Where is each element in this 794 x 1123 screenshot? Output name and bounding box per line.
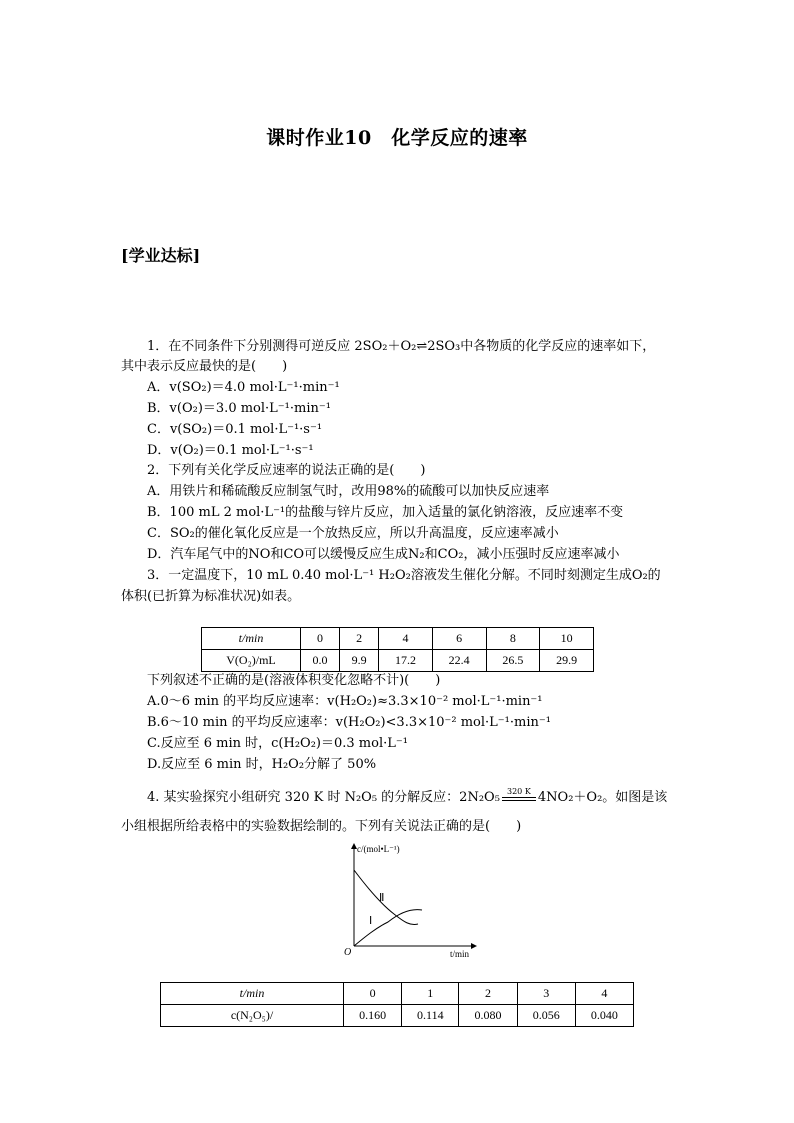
table-cell: 1 [402, 983, 459, 1005]
q1-stem-line2: 其中表示反应最快的是( ) [121, 359, 288, 374]
table-row [161, 1005, 634, 1027]
table-cell: 0.040 [575, 1005, 633, 1027]
table-cell: 10 [540, 628, 594, 650]
table-cell: 0.080 [459, 1005, 517, 1027]
q1-option-d: D．v(O₂)＝0.1 mol·L⁻¹·s⁻¹ [147, 443, 314, 458]
q3-stem-line1: 3．一定温度下，10 mL 0.40 mol·L⁻¹ H₂O₂溶液发生催化分解。不同时刻测定生成O₂的 [147, 568, 661, 583]
q3-data-table [201, 627, 594, 672]
q1-stem-line1: 1．在不同条件下分别测得可逆反应 2SO₂＋O₂⇌2SO₃中各物质的化学反应的速率如下， [147, 339, 656, 354]
table-cell: 4 [379, 628, 433, 650]
page-title: 课时作业10 化学反应的速率 [266, 127, 528, 149]
table-cell: 26.5 [486, 650, 540, 672]
q4-data-table [160, 982, 634, 1027]
x-axis-label: t/min [450, 949, 470, 959]
table-cell: 29.9 [540, 650, 594, 672]
section-heading: [学业达标] [121, 246, 201, 265]
table-cell: 6 [432, 628, 486, 650]
curve-decreasing [354, 870, 418, 925]
table-row [202, 650, 594, 672]
table-cell: 8 [486, 628, 540, 650]
table-cell: 0.160 [344, 1005, 402, 1027]
table-row [161, 983, 634, 1005]
q3-option-a: A.0～6 min 的平均反应速率：v(H₂O₂)≈3.3×10⁻² mol·L⁻¹·min⁻¹ [147, 694, 543, 709]
table-cell: 2 [340, 628, 379, 650]
q1-option-a: A．v(SO₂)＝4.0 mol·L⁻¹·min⁻¹ [147, 380, 340, 395]
table-cell: 0 [301, 628, 340, 650]
reaction-condition-arrow [500, 786, 538, 805]
table-cell: 2 [459, 983, 517, 1005]
table-cell: t/min [202, 628, 301, 650]
q1-option-b: B．v(O₂)＝3.0 mol·L⁻¹·min⁻¹ [147, 401, 331, 416]
q2-option-c: C．SO₂的催化氧化反应是一个放热反应，所以升高温度，反应速率减小 [147, 526, 559, 541]
q1-option-c: C．v(SO₂)＝0.1 mol·L⁻¹·s⁻¹ [147, 422, 323, 437]
table-cell: t/min [161, 983, 344, 1005]
table-cell: V(O₂)/mL [202, 650, 301, 672]
q3-stem-line2: 体积(已折算为标准状况)如表。 [121, 589, 301, 604]
q3-option-c: C.反应至 6 min 时，c(H₂O₂)＝0.3 mol·L⁻¹ [147, 736, 408, 751]
q2-option-d: D．汽车尾气中的NO和CO可以缓慢反应生成N₂和CO₂，减小压强时反应速率减小 [147, 547, 620, 562]
y-axis-label: c/(mol•L⁻¹) [357, 844, 400, 854]
q4-stem-part1: 4. 某实验探究小组研究 320 K 时 N₂O₅ 的分解反应：2N₂O₅ [147, 790, 500, 805]
q4-stem-line2: 小组根据所给表格中的实验数据绘制的。下列有关说法正确的是( ) [121, 819, 522, 834]
q2-stem: 2．下列有关化学反应速率的说法正确的是( ) [147, 463, 426, 478]
table-cell: 0.056 [517, 1005, 575, 1027]
origin-label: O [344, 947, 352, 958]
curve-label-i: Ⅰ [369, 915, 373, 927]
q3-option-d: D.反应至 6 min 时，H₂O₂分解了 50% [147, 757, 377, 772]
q4-stem-part2: 4NO₂＋O₂。如图是该 [537, 790, 668, 805]
table-cell: 0 [344, 983, 402, 1005]
table-cell: 9.9 [340, 650, 379, 672]
curve-increasing [354, 910, 422, 946]
q2-option-a: A．用铁片和稀硫酸反应制氢气时，改用98%的硫酸可以加快反应速率 [147, 484, 550, 499]
curve-label-ii: Ⅱ [379, 892, 385, 904]
arrow-label: 320 K [507, 786, 531, 796]
table-row [202, 628, 594, 650]
q3-option-b: B.6～10 min 的平均反应速率：v(H₂O₂)<3.3×10⁻² mol·L⁻¹·min⁻¹ [147, 715, 551, 730]
q4-stem-line1 [147, 788, 667, 808]
table-cell: 0.114 [402, 1005, 459, 1027]
q3-ask: 下列叙述不正确的是(溶液体积变化忽略不计)( ) [147, 673, 441, 688]
table-cell: 22.4 [432, 650, 486, 672]
table-cell: 4 [575, 983, 633, 1005]
table-cell: 3 [517, 983, 575, 1005]
table-cell: 0.0 [301, 650, 340, 672]
q4-concentration-graph [336, 838, 486, 962]
table-cell: 17.2 [379, 650, 433, 672]
table-cell: c(N₂O₅)/ [161, 1005, 344, 1027]
q2-option-b: B．100 mL 2 mol·L⁻¹的盐酸与锌片反应，加入适量的氯化钠溶液，反应速率不变 [147, 505, 624, 520]
